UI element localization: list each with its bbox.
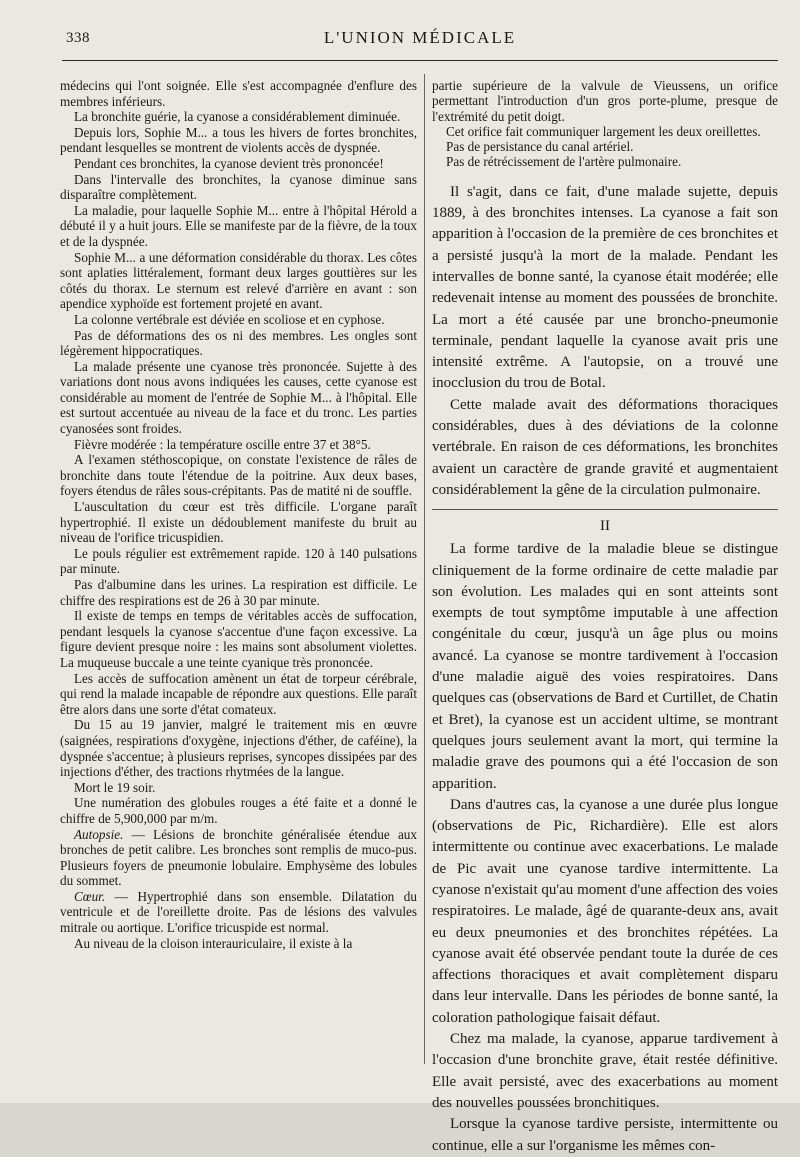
paragraph: La maladie, pour laquelle Sophie M... entre à l'hôpital Hérold a débuté il y a huit jours. Elle se manifeste par de la fièvre, de la toux et de la dyspnée. bbox=[60, 202, 417, 249]
paragraph: Pas d'albumine dans les urines. La respiration est difficile. Le chiffre des respirations est de 26 à 30 par minute. bbox=[60, 577, 417, 608]
paragraph: Pas de déformations des os ni des membres. Les ongles sont légèrement hippocratiques. bbox=[60, 327, 417, 359]
discussion-section bbox=[432, 182, 778, 501]
paragraph: médecins qui l'ont soignée. Elle s'est accompagnée d'enflure des membres inférieurs. bbox=[60, 78, 417, 109]
paragraph: Du 15 au 19 janvier, malgré le traitement mis en œuvre (saignées, respirations d'oxygène, injections d'éther, de caféine), la dyspnée s'accentue; à plusieurs reprises, syncopes dissipées par des injections d'éther, des tractions rhytmées de la langue. bbox=[60, 717, 417, 780]
paragraph: Les accès de suffocation amènent un état de torpeur cérébrale, qui rend la malade incapable de répondre aux questions. Elle paraît être alors dans une sorte d'état comateux. bbox=[60, 670, 417, 717]
paragraph: Il s'agit, dans ce fait, d'une malade sujette, depuis 1889, à des bronchites intenses. La cyanose a fait son apparition à l'occasion de la première de ces bronchites et a persisté jusqu'à la mort de la malade. Pendant les intervalles de bonne santé, la cyanose était modérée; elle redevenait intense au moment des poussées de bronchite. La mort a été causée par une broncho-pneumonie terminale, pendant laquelle la cyanose avait pris une intensité extrême. A l'autopsie, on a trouvé une inocclusion du trou de Botal. bbox=[432, 183, 778, 392]
section-number: II bbox=[600, 518, 610, 535]
paragraph: A l'examen stéthoscopique, on constate l'existence de râles de bronchite dans toute l'étendue de la poitrine. Aux deux bases, foyers étendus de râles sous-crépitants. Pas de matité ni de souffle. bbox=[60, 452, 417, 499]
page-header bbox=[62, 26, 778, 61]
paragraph: L'auscultation du cœur est très difficile. L'organe paraît hypertrophié. Il existe un dédoublement manifeste du bruit au niveau de l'orifice tricuspidien. bbox=[60, 499, 417, 546]
paragraph-heading: Autopsie. bbox=[74, 826, 124, 842]
running-title: L'UNION MÉDICALE bbox=[323, 28, 517, 47]
paragraph: Cœur. — Hypertrophié dans son ensemble. Dilatation du ventricule et de l'oreillette droite. Pas de lésions des valvules mitrale ou aortique. L'orifice tricuspide est normal. bbox=[60, 888, 417, 936]
paragraph: Une numération des globules rouges a été faite et a donné le chiffre de 5,900,000 par m/m. bbox=[60, 795, 417, 826]
paragraph: Fièvre modérée : la température oscille entre 37 et 38°5. bbox=[74, 436, 371, 452]
paragraph: Lorsque la cyanose tardive persiste, intermittente ou continue, elle a sur l'organisme les mêmes con- bbox=[432, 1116, 778, 1154]
paragraph: La colonne vertébrale est déviée en scoliose et en cyphose. bbox=[74, 311, 385, 327]
paragraph: La bronchite guérie, la cyanose a considérablement diminuée. bbox=[74, 109, 401, 125]
paragraph: Chez ma malade, la cyanose, apparue tardivement à l'occasion d'une bronchite grave, était restée définitive. Elle avait persisté, avec des exacerbations au moment des nouvelles poussées bronchitiques. bbox=[432, 1031, 778, 1111]
observation-continuation bbox=[432, 78, 778, 170]
paragraph: Dans l'intervalle des bronchites, la cyanose diminue sans disparaître complètement. bbox=[60, 171, 417, 203]
section-rule bbox=[432, 509, 778, 510]
paragraph: Autopsie. — Lésions de bronchite généralisée étendue aux bronches de petit calibre. Les bronches sont remplis de muco-pus. Plusieurs foyers de pneumonie lobulaire. Emphysème des lobules du sommet. bbox=[60, 826, 417, 889]
paragraph: Dans d'autres cas, la cyanose a une durée plus longue (observations de Pic, Richardière). Elle est alors intermittente ou continue avec exacerbations. Le malade de Pic avait une cyanose tardive intermittente. La cyanose n'existait qu'au moment d'une affection des voies respiratoires. Le malade, âgé de quarante-deux ans, avait eu deux pneumonies et des bronchites répétées. La cyanose avait été observée pendant toute la durée de ces affections thoraciques et avait complètement disparu dans leur intervalle. Dans les périodes de bonne santé, la coloration pathologique faisait défaut. bbox=[432, 796, 778, 1026]
section-two-body bbox=[432, 539, 778, 1157]
paragraph: Pas de rétrécissement de l'artère pulmonaire. bbox=[446, 154, 682, 170]
paragraph: Pas de persistance du canal artériel. bbox=[446, 139, 634, 155]
paragraph: partie supérieure de la valvule de Vieussens, un orifice permettant l'introduction d'un gros porte-plume, presque de l'extrémité du petit doigt. bbox=[432, 78, 778, 124]
paragraph: Pendant ces bronchites, la cyanose devient très prononcée! bbox=[74, 155, 384, 171]
paragraph-heading: Cœur. bbox=[74, 888, 106, 904]
paragraph: La forme tardive de la maladie bleue se distingue cliniquement de la forme ordinaire de cette maladie par son évolution. Les malades qui en sont atteints sont exempts de tout symptôme imputable à une affection congénitale du cœur, jusqu'à un âge plus ou moins avancé. La cyanose se montre tardivement à l'occasion d'une maladie aiguë des voies respiratoires. Dans quelques cas (observations de Bard et Curtillet, de Chatin et Bret), la cyanose est un accident ultime, se montrant quelques jours seulement avant la mort, qui termine la maladie grave des poumons qui a été l'occasion de son apparition. bbox=[432, 541, 778, 792]
paragraph: Cet orifice fait communiquer largement les deux oreillettes. bbox=[446, 123, 761, 139]
paragraph: Il existe de temps en temps de véritables accès de suffocation, pendant lesquels la cyanose s'accentue d'une façon excessive. La figure devient presque noire : les mains sont absolument violettes. La muqueuse buccale a une teinte cyanique très prononcée. bbox=[60, 608, 417, 670]
paragraph: Cette malade avait des déformations thoraciques considérables, dues à des déviations de la colonne vertébrale. En raison de ces déformations, les bronchites avaient un caractère de grande gravité et augmentaient considérablement la gêne de la circulation pulmonaire. bbox=[432, 396, 778, 498]
paragraph: Depuis lors, Sophie M... a tous les hivers de fortes bronchites, pendant lesquelles se montrent de violents accès de dyspnée. bbox=[60, 124, 417, 156]
right-column bbox=[432, 78, 778, 1157]
left-column bbox=[60, 78, 417, 951]
paragraph: Mort le 19 soir. bbox=[74, 779, 156, 795]
page-number: 338 bbox=[66, 30, 90, 46]
paragraph: Le pouls régulier est extrêmement rapide. 120 à 140 pulsations par minute. bbox=[60, 545, 417, 577]
paragraph: Sophie M... a une déformation considérable du thorax. Les côtes sont aplaties littéralement, formant deux larges gouttières sur les côtés du thorax. Le sternum est relevé d'arrière en avant : son apendice xyphoïde est fortement projeté en avant. bbox=[60, 249, 417, 312]
paragraph: Au niveau de la cloison interauriculaire, il existe à la bbox=[74, 935, 353, 951]
paragraph: La malade présente une cyanose très prononcée. Sujette à des variations dont nous avons indiquées les causes, cette cyanose est considérable au moment de l'entrée de Sophie M... à l'hôpital. Elle est surtout accentuée au niveau de la face et du tronc. Les parties cyanosées sont froides. bbox=[60, 358, 417, 437]
column-divider bbox=[424, 74, 425, 1064]
